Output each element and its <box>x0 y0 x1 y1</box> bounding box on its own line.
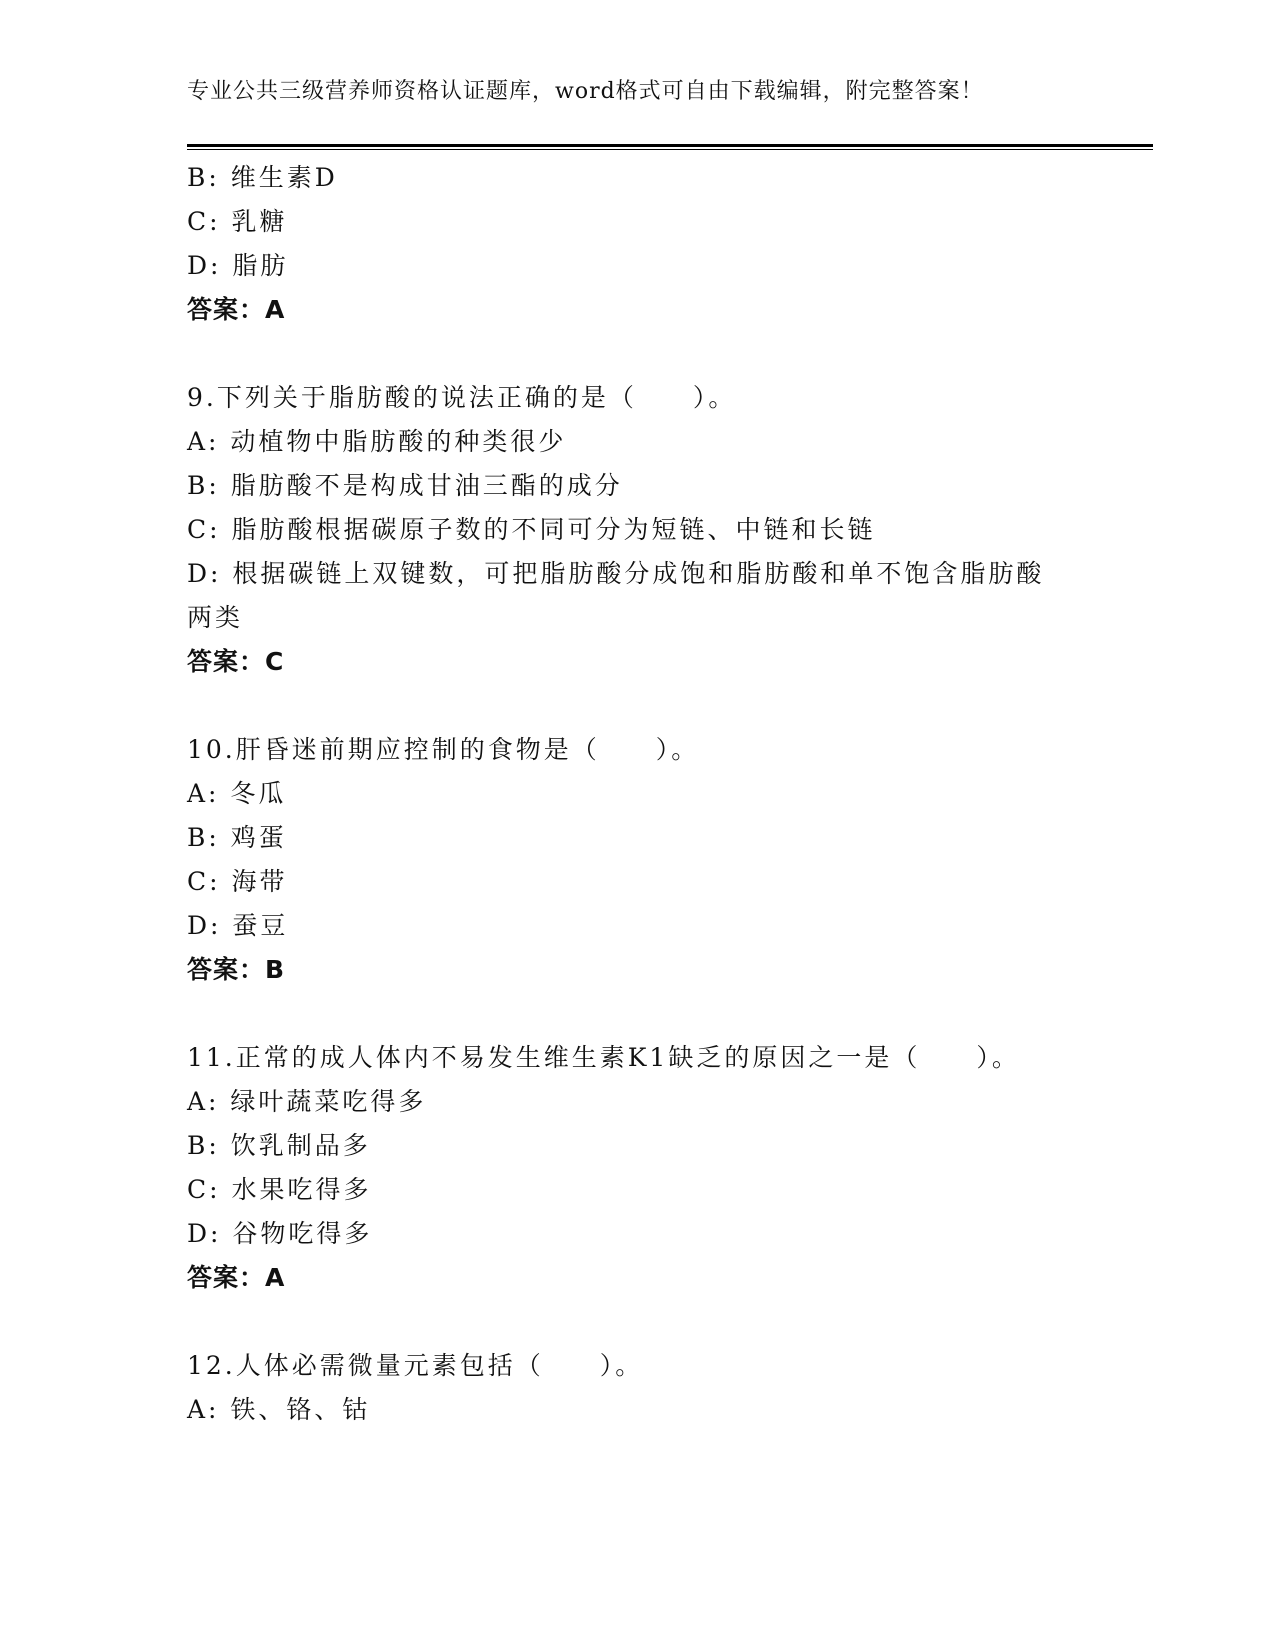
q9-answer: 答案：C <box>187 647 285 676</box>
q9-question: 9.下列关于脂肪酸的说法正确的是（ ）。 <box>187 383 737 412</box>
q10-option-b: B: 鸡蛋 <box>187 823 287 852</box>
q8-option-d: D: 脂肪 <box>187 251 289 280</box>
page-header: 专业公共三级营养师资格认证题库，word格式可自由下载编辑，附完整答案！ <box>187 79 984 104</box>
q8-answer: 答案：A <box>187 295 286 324</box>
q10-option-d: D: 蚕豆 <box>187 911 289 940</box>
q8-option-b: B: 维生素D <box>187 163 338 192</box>
q9-option-d: D: 根据碳链上双键数，可把脂肪酸分成饱和脂肪酸和单不饱含脂肪酸 <box>187 559 1045 588</box>
q12-option-a: A: 铁、铬、钴 <box>187 1395 371 1424</box>
q9-option-c: C: 脂肪酸根据碳原子数的不同可分为短链、中链和长链 <box>187 515 876 544</box>
q10-option-a: A: 冬瓜 <box>187 779 287 808</box>
q9-option-a: A: 动植物中脂肪酸的种类很少 <box>187 427 567 456</box>
q12-question: 12.人体必需微量元素包括（ ）。 <box>187 1351 644 1380</box>
q11-question: 11.正常的成人体内不易发生维生素K1缺乏的原因之一是（ ）。 <box>187 1043 1020 1072</box>
q10-option-c: C: 海带 <box>187 867 288 896</box>
header-rule-thin <box>187 149 1153 150</box>
q10-answer: 答案：B <box>187 955 286 984</box>
q11-option-a: A: 绿叶蔬菜吃得多 <box>187 1087 427 1116</box>
q9-option-b: B: 脂肪酸不是构成甘油三酯的成分 <box>187 471 623 500</box>
q11-option-b: B: 饮乳制品多 <box>187 1131 371 1160</box>
header-rule-thick <box>187 144 1153 147</box>
q11-option-d: D: 谷物吃得多 <box>187 1219 373 1248</box>
q10-question: 10.肝昏迷前期应控制的食物是（ ）。 <box>187 735 700 764</box>
q8-option-c: C: 乳糖 <box>187 207 288 236</box>
q11-option-c: C: 水果吃得多 <box>187 1175 372 1204</box>
q9-option-d-continued: 两类 <box>187 603 244 632</box>
q11-answer: 答案：A <box>187 1263 286 1292</box>
